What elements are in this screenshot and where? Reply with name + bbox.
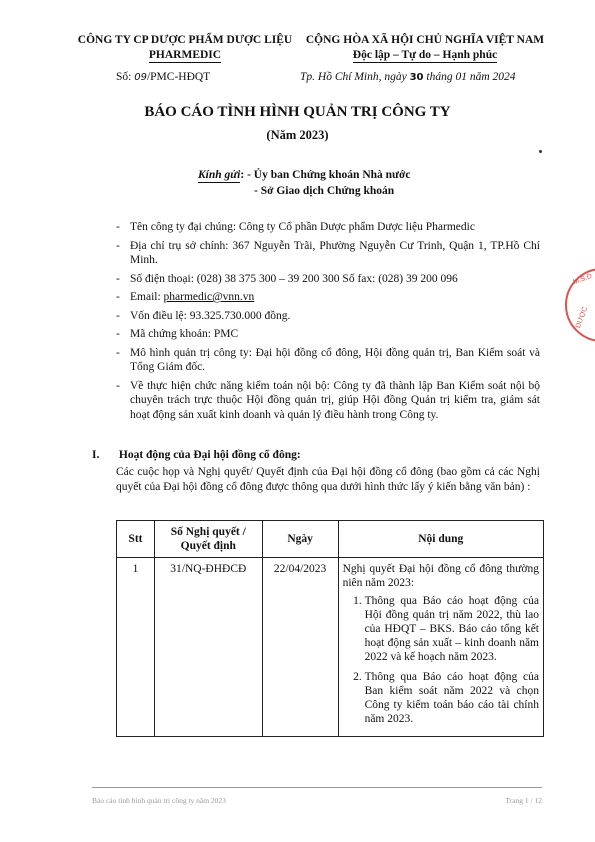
section-heading: [92, 448, 542, 463]
company-name-line1: CÔNG TY CP DƯỢC PHẨM DƯỢC LIỆU: [77, 34, 293, 46]
report-year: (Năm 2023): [266, 128, 329, 142]
company-info: [116, 220, 540, 426]
seal-text-side: DƯỢC: [574, 305, 590, 330]
document-number: Số: 09/PMC-HĐQT: [116, 71, 211, 83]
cell-stt: 1: [117, 558, 155, 737]
content-item-1: 1. Thông qua Báo cáo hoạt động của Hội đồng quản trị năm 2022, thù lao của HĐQT – BKS. Báo cáo tổng kết hoạt động sản xuất – kinh doanh năm 2022 và kế hoạch năm 2023.: [365, 594, 539, 664]
country-name: CỘNG HÒA XÃ HỘI CHỦ NGHĨA VIỆT NAM: [305, 34, 545, 46]
doc-number-value: 09: [134, 72, 147, 83]
col-header-resolution-number: Số Nghị quyết / Quyết định: [154, 521, 262, 558]
company-name: [70, 33, 300, 63]
info-capital: - Vốn điều lệ: 93.325.730.000 đồng.: [116, 309, 540, 324]
cell-resolution-number: 31/NQ-ĐHĐCĐ: [154, 558, 262, 737]
recipients-label: Kính gửi: [198, 169, 241, 181]
ink-dot: [539, 150, 542, 153]
col-header-stt: Stt: [117, 521, 155, 558]
cell-date: 22/04/2023: [262, 558, 338, 737]
section-intro: Các cuộc họp và Nghị quyết/ Quyết định của Đại hội đồng cổ đông (bao gồm cả các Nghị quyết của Đại hội đồng cổ đông được thông qua dưới hình thức lấy ý kiến bằng văn bản) :: [116, 466, 540, 493]
col-header-date: Ngày: [262, 521, 338, 558]
info-phone: - Số điện thoại: (028) 38 375 300 – 39 200 300 Số fax: (028) 39 200 096: [116, 272, 540, 287]
recipient-2: - Sở Giao dịch Chứng khoán: [254, 185, 395, 197]
info-internal-audit: - Về thực hiện chức năng kiểm toán nội bộ: Công ty đã thành lập Ban Kiểm soát nội bộ chuyên trách trực thuộc Hội đồng quản trị, giúp Hội đồng Quản trị kiểm tra, giám sát hoạt động sản xuất kinh doanh và quản lý điều hành trong Công ty.: [116, 379, 540, 423]
footer-rule: [92, 787, 542, 788]
info-stock-code: - Mã chứng khoán: PMC: [116, 327, 540, 342]
section-number: I.: [92, 449, 100, 461]
content-item-2: 2. Thông qua Báo cáo hoạt động của Ban kiểm soát năm 2022 và chọn Công ty kiểm toán báo cáo tài chính năm 2023.: [365, 670, 539, 726]
company-name-line2: PHARMEDIC: [148, 49, 222, 61]
footer-page-number: Trang 1 / 12: [505, 796, 542, 805]
info-email: - Email: pharmedic@vnn.vn: [116, 290, 540, 305]
table-header-row: [117, 521, 544, 558]
national-motto: [296, 33, 554, 63]
day-value: 30: [409, 72, 424, 83]
resolutions-table: [116, 520, 544, 737]
info-governance-model: - Mô hình quản trị công ty: Đại hội đồng cổ đông, Hội đồng quản trị, Ban Kiểm soát và Tổng Giám đốc.: [116, 346, 540, 375]
cell-content: [338, 558, 543, 737]
col-header-content: Nội dung: [338, 521, 543, 558]
recipient-1: - Ủy ban Chứng khoán Nhà nước: [247, 169, 411, 181]
info-address: - Địa chỉ trụ sở chính: 367 Nguyễn Trãi, Phường Nguyễn Cư Trinh, Quận 1, TP.Hồ Chí Minh.: [116, 239, 540, 268]
recipients: Kính gửi: - Ủy ban Chứng khoán Nhà nước - Sở Giao dịch Chứng khoán: [198, 169, 411, 197]
email-link[interactable]: pharmedic@vnn.vn: [163, 291, 255, 303]
page-title: BÁO CÁO TÌNH HÌNH QUẢN TRỊ CÔNG TY (Năm 2023): [0, 103, 595, 145]
seal-text-top: M.S.D: [572, 272, 594, 287]
footer-left: Báo cáo tình hình quản trị công ty năm 2023: [92, 796, 226, 805]
place-date: Tp. Hồ Chí Minh, ngày 30 tháng 01 năm 2024: [300, 71, 516, 83]
info-company-name: - Tên công ty đại chúng: Công ty Cổ phần Dược phẩm Dược liệu Pharmedic: [116, 220, 540, 235]
section-title: Hoạt động của Đại hội đồng cổ đông:: [118, 449, 301, 461]
table-row: [117, 558, 544, 737]
content-intro: Nghị quyết Đại hội đồng cổ đông thường niên năm 2023:: [342, 563, 539, 589]
company-seal: [565, 268, 595, 342]
motto-line: Độc lập – Tự do – Hạnh phúc: [352, 49, 498, 61]
